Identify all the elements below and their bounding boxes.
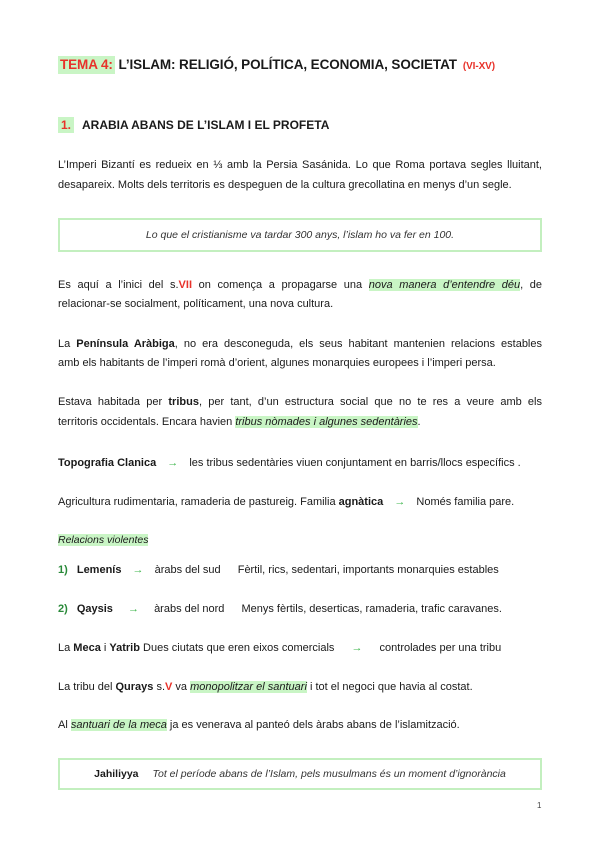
p6-term: agnàtica (338, 496, 384, 508)
section-number: 1. (58, 117, 74, 133)
p2-e: , de (520, 279, 542, 291)
p5-text: les tribus sedentàries viuen conjuntament en barris/llocs específics . (189, 457, 521, 469)
p1-line2: desapareix. Molts dels territoris es despeguen de la cultura grecollatina en menys d’un segle. (58, 179, 512, 191)
p6-a: Agricultura rudimentaria, ramaderia de pastureig. Familia (58, 496, 339, 508)
p8-highlight: monopolitzar el santuari (190, 681, 307, 693)
p8-a: La tribu del (58, 681, 116, 693)
item2-name: Qaysis (76, 603, 113, 615)
jahiliyya-term: Jahiliyya (94, 768, 139, 780)
jahiliyya-box (58, 758, 542, 790)
p4-line2 (58, 416, 542, 428)
item1-name: Lemenís (76, 564, 122, 576)
p9-a: Al (58, 719, 71, 731)
p3-term: Península Aràbiga (76, 338, 175, 350)
arrow-icon: → (128, 603, 139, 615)
p8 (58, 678, 473, 697)
period-label: (VI-XV) (462, 61, 495, 72)
arrow-icon: → (394, 496, 406, 508)
title-text: L’ISLAM: RELIGIÓ, POLÍTICA, ECONOMIA, SOCIETAT (114, 57, 457, 72)
p3-a: La (58, 338, 77, 350)
quote-box (58, 218, 542, 252)
p2-c: on comença a propagarse una (192, 279, 369, 291)
p4-term: tribus (168, 396, 199, 408)
page-number: 1 (537, 801, 542, 810)
p8-century: V (165, 681, 173, 693)
p7-c: i (100, 642, 110, 654)
p9 (58, 716, 460, 735)
p2-line2: relacionar-se socialment, políticament, una nova cultura. (58, 298, 334, 310)
section-title: ARABIA ABANS DE L’ISLAM I EL PROFETA (82, 118, 330, 132)
item2-desc: àrabs del nord (154, 603, 225, 615)
tema-label: TEMA 4: (60, 57, 113, 72)
p4-c: , per tant, d’un estructura social que no te res a veure amb els (198, 396, 542, 408)
p9-highlight: santuari de la meca (70, 719, 167, 731)
page-title (58, 57, 495, 72)
section-heading (58, 118, 329, 132)
p6 (58, 493, 514, 512)
relacions-label: Relacions violentes (58, 534, 149, 546)
item2 (58, 600, 502, 619)
quote-text: Lo que el cristianisme va tardar 300 anys, l’islam ho va fer en 100. (145, 229, 455, 241)
item2-detail: Menys fèrtils, deserticas, ramaderia, trafic caravanes. (241, 603, 502, 615)
p2-century: VII (178, 279, 192, 291)
p6-c: Només familia pare. (416, 496, 515, 508)
item1-num: 1) (58, 564, 68, 576)
p4-highlight: tribus nòmades i algunes sedentàries (235, 416, 418, 428)
p4-line1 (58, 396, 542, 408)
p3-c: , no era desconeguda, els seus habitant mantenien relacions estables (174, 338, 542, 350)
p7 (58, 639, 501, 658)
p3-line2: amb els habitants de l’imperi romà d’orient, algunes monarquies europees i l’imperi persa. (58, 357, 496, 369)
p4-line2c: . (417, 416, 421, 428)
p4-a: Estava habitada per (58, 396, 169, 408)
p8-qurays: Qurays (115, 681, 154, 693)
item2-num: 2) (58, 603, 68, 615)
p9-c: ja es venerava al panteó dels àrabs abans de l’islamització. (166, 719, 460, 731)
relacions-heading (58, 531, 148, 550)
item1 (58, 561, 499, 580)
p7-f: controlades per una tribu (379, 642, 502, 654)
p4-line2a: territoris occidentals. Encara havien (58, 416, 236, 428)
arrow-icon: → (167, 457, 179, 469)
p7-yatrib: Yatrib (109, 642, 140, 654)
p3-line1 (58, 338, 542, 350)
p2-line1 (58, 279, 542, 291)
p2-highlight: nova manera d’entendre déu (368, 279, 521, 291)
item1-desc: àrabs del sud (154, 564, 221, 576)
p8-c: s. (153, 681, 166, 693)
p2-a: Es aquí a l’inici del s. (58, 279, 179, 291)
jahiliyya-definition: Tot el període abans de l’Islam, pels musulmans és un moment d’ignorància (152, 768, 506, 780)
item1-detail: Fèrtil, rics, sedentari, importants monarquies estables (237, 564, 499, 576)
p7-a: La (58, 642, 74, 654)
p8-e: va (172, 681, 191, 693)
p1-line1: L’Imperi Bizantí es redueix en ⅓ amb la Persia Sasánida. Lo que Roma portava segles lluitant, (58, 159, 542, 171)
p5 (58, 454, 521, 473)
arrow-icon: → (351, 642, 363, 654)
p7-meca: Meca (73, 642, 101, 654)
p5-term: Topografia Clanica (58, 457, 157, 469)
p7-e: Dues ciutats que eren eixos comercials (139, 642, 335, 654)
arrow-icon: → (132, 564, 144, 576)
p8-g: i tot el negoci que havia al costat. (306, 681, 473, 693)
